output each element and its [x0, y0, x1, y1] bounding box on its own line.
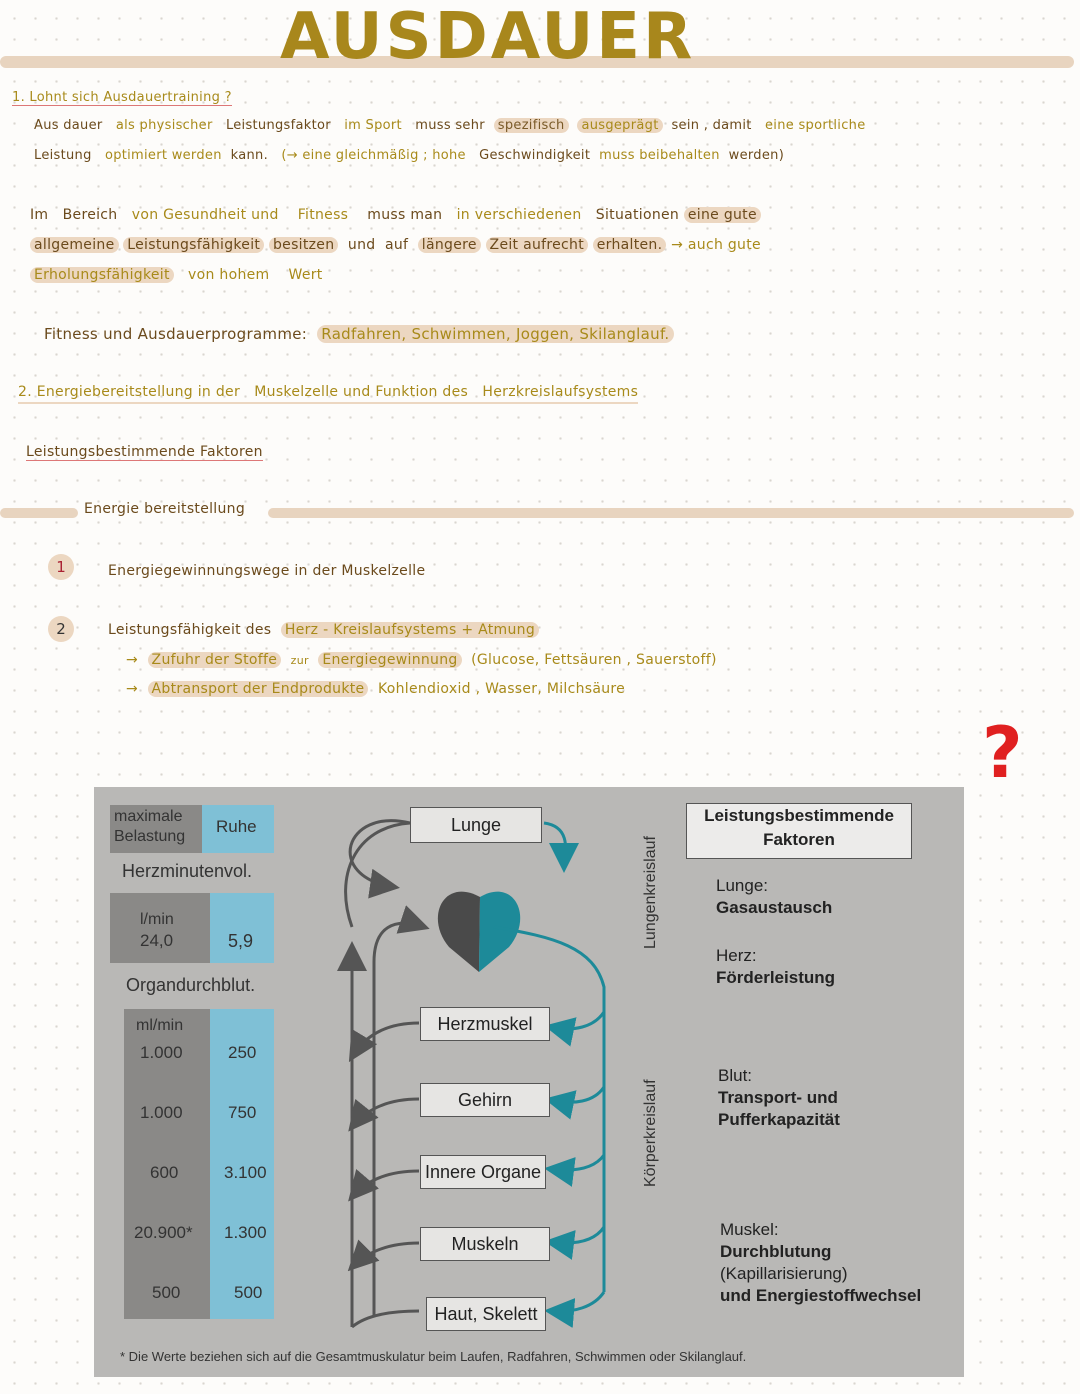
text: auf	[384, 237, 409, 253]
text: Herzkreislaufsystems	[482, 384, 639, 400]
factor-value: Gasaustausch	[716, 898, 833, 917]
text: zur	[290, 654, 309, 667]
highlight: Zeit aufrecht	[486, 237, 588, 253]
label-koerperkreislauf: Körperkreislauf	[642, 1079, 659, 1187]
label-lungenkreislauf: Lungenkreislauf	[642, 836, 659, 949]
hmv-unit: l/min	[140, 911, 174, 928]
text: Leistungsfaktor	[225, 118, 331, 133]
text: muss sehr	[415, 118, 485, 133]
highlight: besitzen	[269, 237, 338, 253]
figure-footnote: * Die Werte beziehen sich auf die Gesamtmuskulatur beim Laufen, Radfahren, Schwimmen oder Skilanglauf.	[120, 1349, 747, 1364]
factor-value: Durchblutung	[720, 1242, 832, 1261]
col-rest-header: Ruhe	[216, 817, 257, 836]
text: → auch gute	[671, 237, 761, 253]
item-2-sub-2	[126, 681, 625, 697]
highlight: ausgeprägt	[577, 118, 662, 133]
text: eine sportliche	[765, 118, 866, 133]
od-row-4-max: 20.900*	[134, 1223, 193, 1242]
organ-innere-organe: Innere Organe	[420, 1155, 546, 1189]
od-row-5-max: 500	[152, 1283, 181, 1302]
section-2-heading	[18, 384, 638, 404]
od-row-1-rest: 250	[228, 1043, 257, 1062]
factor-value: Transport- und	[718, 1088, 838, 1107]
subheading: Leistungsbestimmende Faktoren	[26, 444, 263, 460]
organ-muskeln: Muskeln	[420, 1227, 550, 1261]
highlight: längere	[418, 237, 481, 253]
organ-herzmuskel: Herzmuskel	[420, 1007, 550, 1041]
text: im Sport	[344, 118, 402, 133]
hmv-rest-value: 5,9	[228, 931, 254, 951]
text: Wert	[288, 267, 323, 283]
lung-out-arrow	[544, 823, 566, 867]
page-title: AUSDAUER	[280, 0, 696, 74]
text: Im	[30, 207, 49, 223]
fitness-line	[44, 325, 674, 343]
text: Muskelzelle und Funktion des	[254, 384, 469, 400]
label-koerperkreislauf-wrap	[642, 1017, 662, 1217]
factor-value: und Energiestoffwechsel	[720, 1286, 922, 1305]
hmv-title: Herzminutenvol.	[122, 861, 253, 881]
factor-herz	[716, 945, 835, 989]
arrow-icon: →	[126, 652, 139, 668]
od-title: Organdurchblut.	[126, 975, 256, 995]
highlight: eine gute	[684, 207, 761, 223]
q1-para2-line-2	[30, 237, 761, 253]
item-2-sub-1	[126, 652, 717, 668]
text: muss beibehalten	[599, 148, 720, 163]
text: und	[347, 237, 376, 253]
factor-muskel	[720, 1219, 921, 1307]
col-max-header: maximale Belastung	[114, 808, 186, 845]
od-row-3-rest: 3.100	[224, 1163, 267, 1182]
text: von Gesundheit und	[131, 207, 279, 223]
text: Bereich	[62, 207, 118, 223]
text: Leistungsfähigkeit des	[108, 622, 272, 638]
od-row-2-max: 1.000	[140, 1103, 183, 1122]
highlight: Energiegewinnung	[318, 652, 461, 668]
highlight: erhalten.	[593, 237, 667, 253]
item-1-text: Energiegewinnungswege in der Muskelzelle	[108, 563, 426, 579]
arrow-icon: →	[126, 681, 139, 697]
factor-label: Herz:	[716, 946, 757, 965]
od-row-5-rest: 500	[234, 1283, 263, 1302]
factor-label: Lunge:	[716, 876, 768, 895]
text: von hohem	[188, 267, 270, 283]
factor-label: Blut:	[718, 1066, 753, 1085]
highlight: Erholungsfähigkeit	[30, 267, 174, 283]
highlight: Leistungsfähigkeit	[123, 237, 264, 253]
bar-left	[0, 508, 78, 518]
od-unit: ml/min	[136, 1017, 184, 1034]
heart-left	[438, 892, 480, 972]
od-row-2-rest: 750	[228, 1103, 257, 1122]
item-1-number: 1	[48, 554, 74, 580]
text: 2. Energiebereitstellung in der	[18, 384, 241, 400]
label-lungenkreislauf-wrap	[642, 799, 662, 969]
bar-label: Energie bereitstellung	[84, 501, 246, 517]
text: Situationen	[595, 207, 680, 223]
factor-label: Muskel:	[720, 1220, 779, 1239]
item-2-number: 2	[48, 616, 74, 642]
text: optimiert werden	[104, 148, 222, 163]
highlight: spezifisch	[494, 118, 569, 133]
organ-gehirn: Gehirn	[420, 1083, 550, 1117]
od-row-1-max: 1.000	[140, 1043, 183, 1062]
fitness-list: Radfahren, Schwimmen, Joggen, Skilanglauf.	[317, 325, 673, 343]
hmv-max-value: 24,0	[140, 931, 174, 950]
question-mark-icon: ?	[982, 712, 1023, 794]
text: Kohlendioxid , Wasser, Milchsäure	[377, 681, 626, 697]
text: (Glucose, Fettsäuren , Sauerstoff)	[471, 652, 717, 668]
q1-para2-line-1	[30, 207, 761, 223]
text: muss man	[367, 207, 443, 223]
highlight: Herz - Kreislaufsystems + Atmung	[281, 622, 539, 638]
text: Aus dauer	[34, 118, 103, 133]
q1-line-2	[34, 148, 784, 163]
highlight: Zufuhr der Stoffe	[148, 652, 282, 668]
organ-haut-skelett: Haut, Skelett	[426, 1297, 546, 1331]
factor-blut	[718, 1065, 840, 1131]
factor-value: (Kapillarisierung)	[720, 1264, 848, 1283]
factor-value: Pufferkapazität	[718, 1110, 840, 1129]
section-1-heading: 1. Lohnt sich Ausdauertraining ?	[12, 90, 232, 105]
text: werden)	[728, 148, 785, 163]
text: kann.	[230, 148, 269, 163]
bar-right	[268, 508, 1074, 518]
text: in verschiedenen	[456, 207, 582, 223]
factors-title: Leistungsbestimmende Faktoren	[686, 803, 912, 859]
fitness-label: Fitness und Ausdauerprogramme:	[44, 325, 308, 343]
od-row-3-max: 600	[150, 1163, 179, 1182]
highlight: Abtransport der Endprodukte	[148, 681, 369, 697]
text: Geschwindigkeit	[479, 148, 591, 163]
q1-para2-line-3	[30, 267, 323, 283]
text: (→ eine gleichmäßig ; hohe	[281, 148, 466, 163]
factor-lunge	[716, 875, 832, 919]
item-2-text	[108, 622, 539, 638]
q1-line-1	[34, 118, 866, 133]
highlight: allgemeine	[30, 237, 119, 253]
organ-lunge: Lunge	[410, 807, 542, 843]
od-row-4-rest: 1.300	[224, 1223, 267, 1242]
text: sein , damit	[671, 118, 752, 133]
text: Fitness	[297, 207, 349, 223]
factor-value: Förderleistung	[716, 968, 836, 987]
circulation-figure	[94, 787, 964, 1377]
text: als physischer	[115, 118, 213, 133]
text: Leistung	[34, 148, 92, 163]
